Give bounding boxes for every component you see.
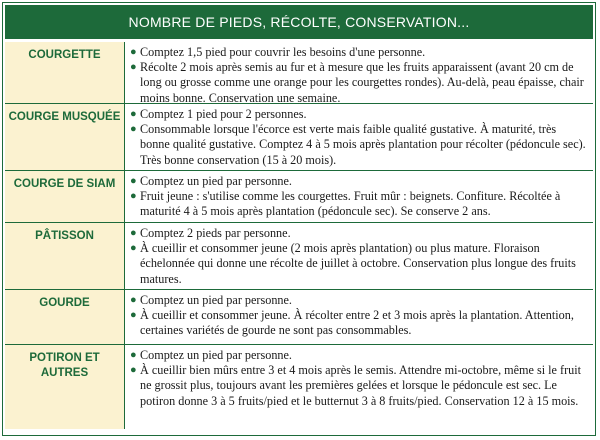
bullet-icon: ● [130,190,137,203]
bullet-icon: ● [130,349,137,361]
row-content [125,223,593,289]
bullet-icon: ● [130,364,137,377]
list-item: ● Comptez un pied par personne. [130,348,292,362]
table-row-gourde [5,289,593,344]
bullet-icon: ● [130,123,137,136]
list-item: ● Récolte 2 mois après semis au fur et à mesure que les fruits apparaissent (avant 20 cm de long ou grosse comme une orange pour les courgettes rondes). Au-delà, peau épaisse, chair moins bonne. Conservation une semaine. [130,60,584,105]
row-content [125,104,593,170]
row-content [125,42,593,103]
list-item: ● À cueillir et consommer jeune. À récolter entre 2 et 3 mois après la plantation. Attention, certaines variétés de gourde ne sont pas consommables. [130,308,574,338]
list-item: ● Comptez 1 pied pour 2 personnes. [130,107,307,121]
table-row-potiron [5,344,593,429]
list-item: ● Fruit jeune : s'utilise comme les courgettes. Fruit mûr : beignets. Confiture. Récoltée à maturité 4 à 5 mois après plantation (pédoncule sec). Se conserve 2 ans. [130,189,561,219]
row-label: COURGE MUSQUÉE [5,104,125,170]
bullet-icon: ● [130,242,137,255]
table-frame [2,2,596,436]
row-label: PÂTISSON [5,223,125,289]
bullet-icon: ● [130,46,137,58]
row-label: COURGE DE SIAM [5,171,125,222]
table-row-patisson [5,222,593,289]
list-item: ● Comptez un pied par personne. [130,174,292,188]
row-label: GOURDE [5,290,125,344]
list-item: ● À cueillir bien mûrs entre 3 et 4 mois après le semis. Attendre mi-octobre, même si le fruit ne grossit plus, toujours avant les premières gelées et lorsque le pédoncule est sec. Le potiron donne 3 à 5 fruits/pied et le butternut 3 à 8 fruits/pied. Conservation 12 à 15 mois. [130,363,581,408]
row-content [125,345,593,429]
bullet-icon: ● [130,294,137,306]
row-label: POTIRON ET AUTRES [5,345,125,429]
bullet-icon: ● [130,227,137,239]
bullet-icon: ● [130,309,137,322]
vegetable-table [5,42,593,429]
list-item: ● Comptez 2 pieds par personne. [130,226,291,240]
row-label: COURGETTE [5,42,125,103]
row-content [125,290,593,344]
list-item: ● Comptez un pied par personne. [130,293,292,307]
table-title: NOMBRE DE PIEDS, RÉCOLTE, CONSERVATION... [5,5,593,39]
list-item: ● À cueillir et consommer jeune (2 mois après plantation) ou plus mature. Floraison échelonnée qui donne une récolte de juillet à octobre. Conservation plus longue des fruits matures. [130,241,576,286]
bullet-icon: ● [130,61,137,74]
row-content [125,171,593,222]
bullet-icon: ● [130,108,137,120]
table-row-courgette [5,42,593,103]
table-row-courge-musquee [5,103,593,170]
bullet-icon: ● [130,175,137,187]
list-item: ● Comptez 1,5 pied pour couvrir les besoins d'une personne. [130,45,426,59]
table-row-courge-de-siam [5,170,593,222]
list-item: ● Consommable lorsque l'écorce est verte mais faible qualité gustative. À maturité, très bonne qualité gustative. Comptez 4 à 5 mois après plantation pour récolter (pédoncule sec). Très bonne conservation (15 à 20 mois). [130,122,586,167]
